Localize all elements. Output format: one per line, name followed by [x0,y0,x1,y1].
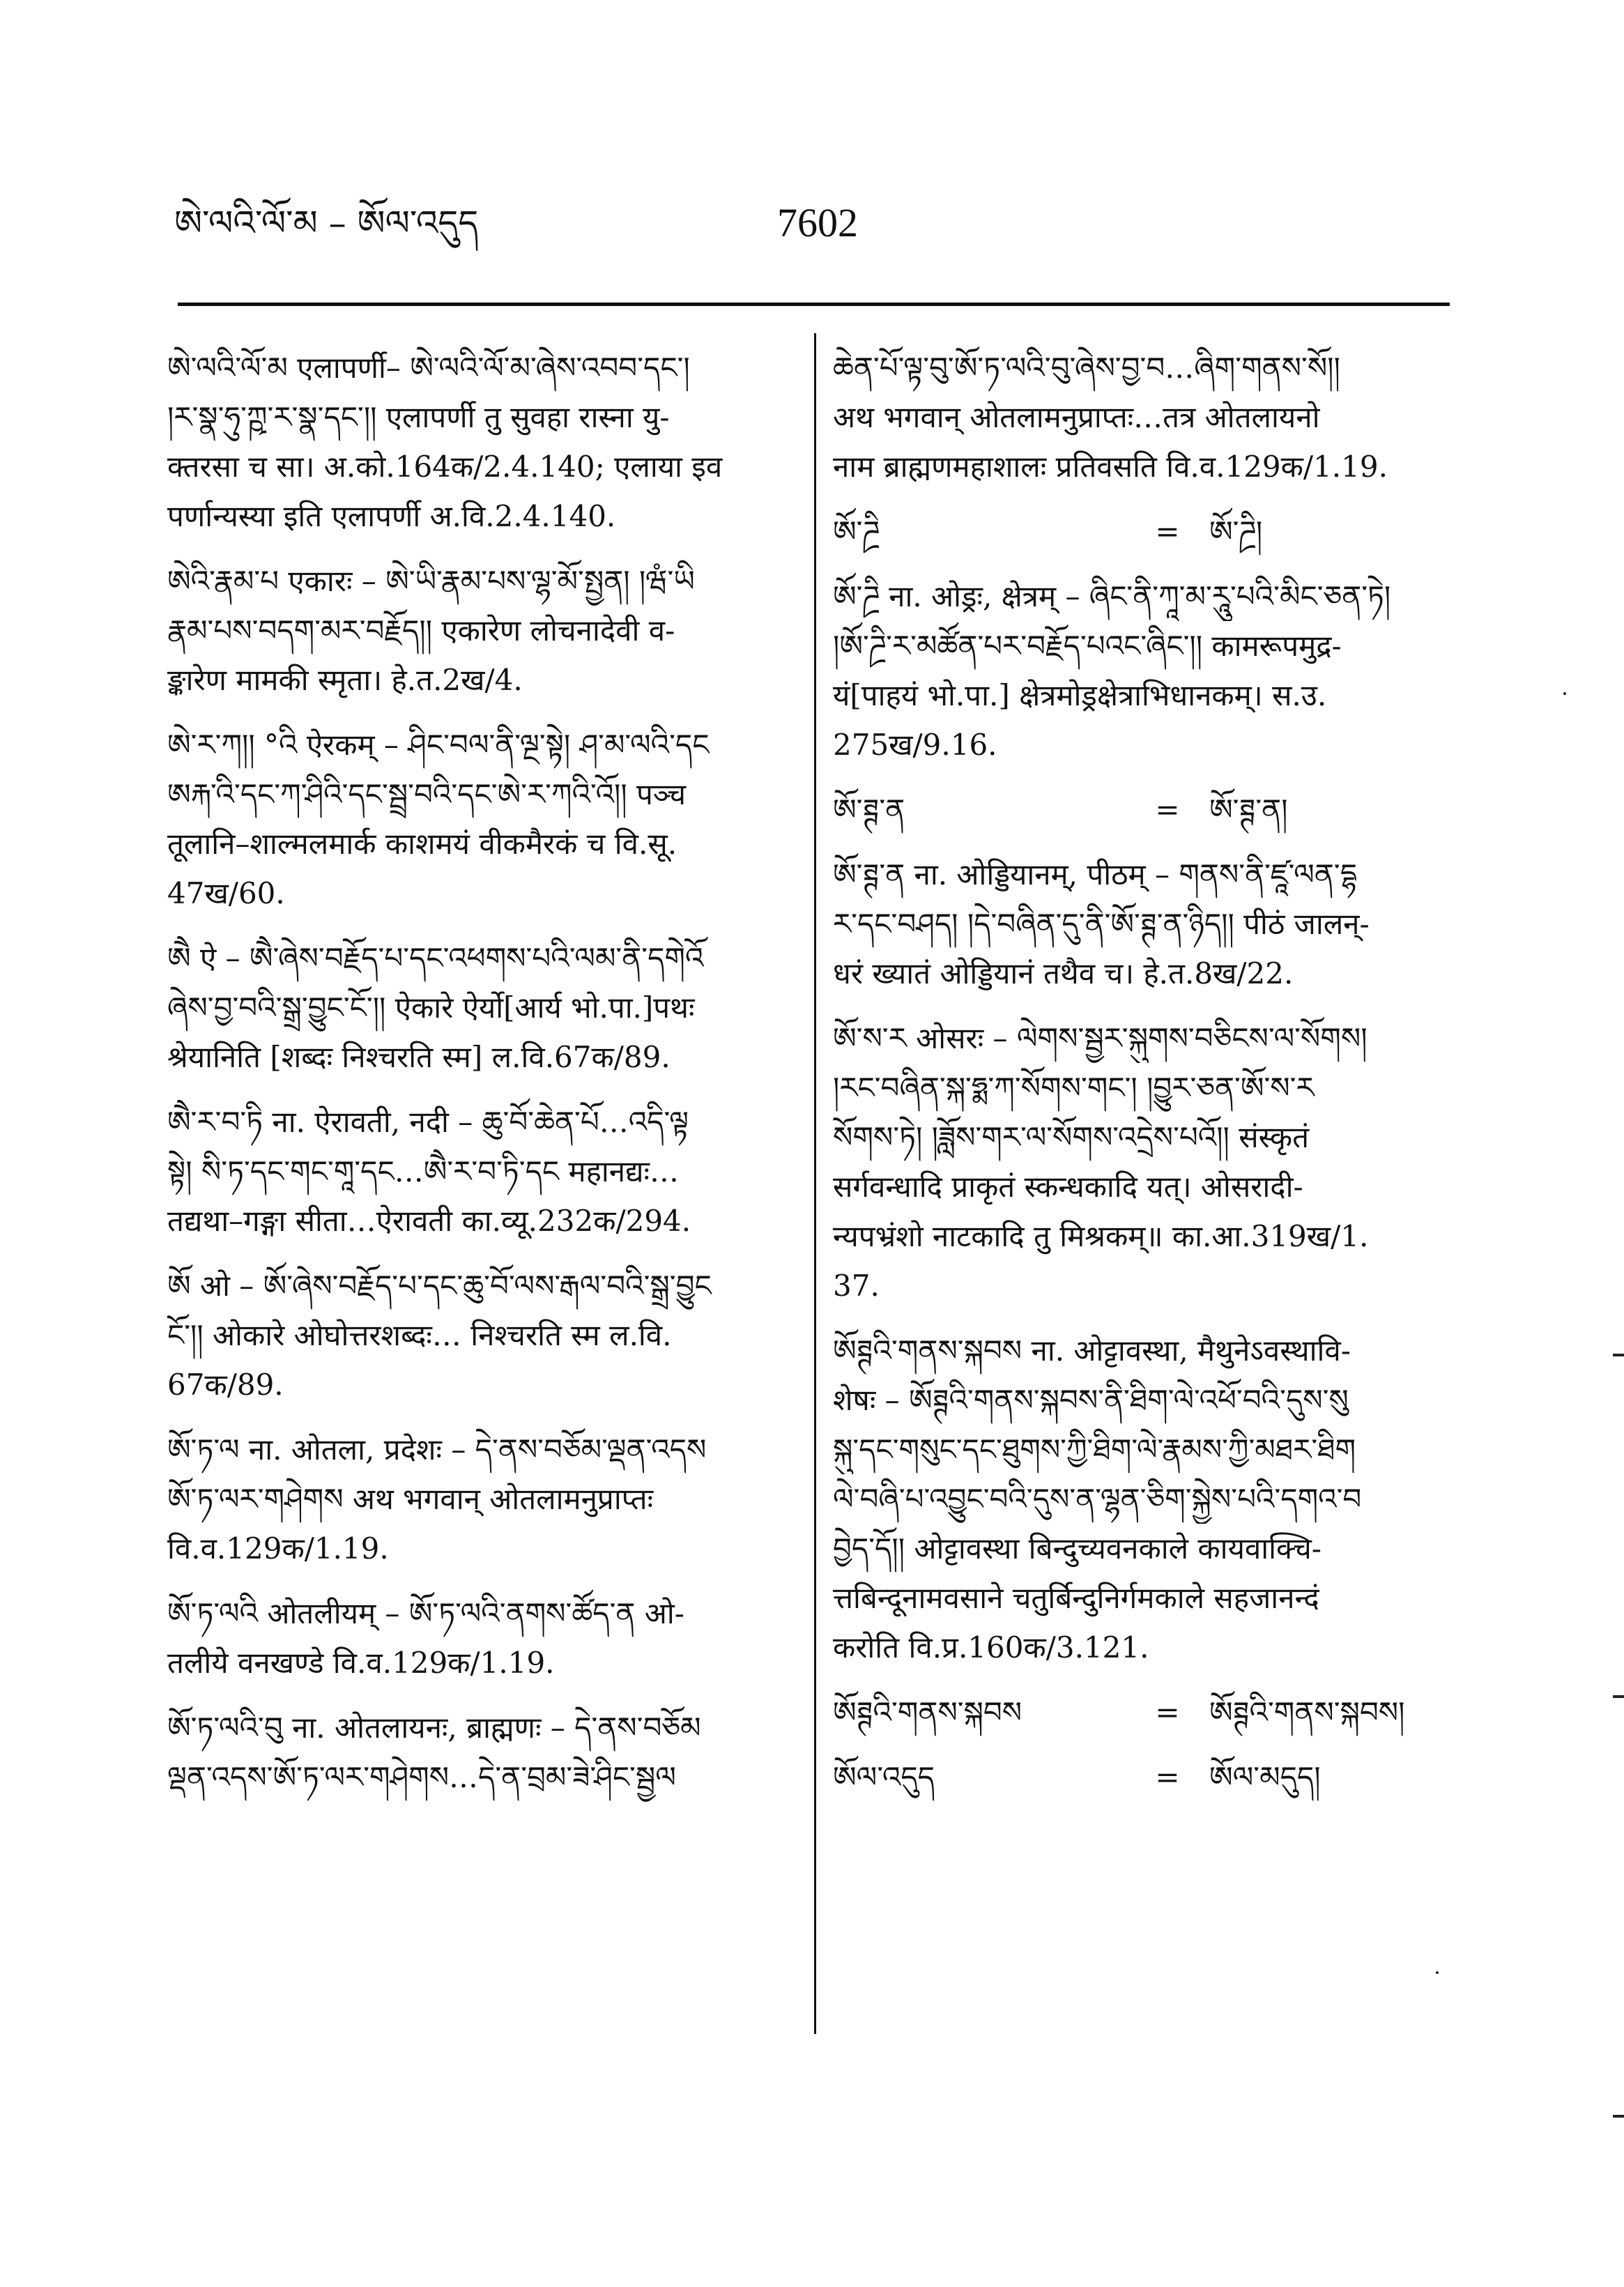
margin-tick [1613,1695,1624,1698]
dictionary-entry [833,572,1443,770]
entry-line: ཆེན་པོ་ལྟ་བུ་ཨོ་ཏ་ལའི་བུ་ཞེས་བྱ་བ…ཞིག་གནས་སོ།། [833,351,1340,385]
entry-line: श्रेयानिति [शब्दः निश्चरति स्म] ल.वि.67क/89. [167,1040,671,1074]
dictionary-entry [167,556,781,705]
cross-reference [833,1688,1443,1737]
column-divider [814,333,816,2034]
xref-term: ཨོཊྚའི་གནས་སྐབས [833,1695,1022,1729]
xref-term: ཨོལ་འདུད [833,1760,935,1794]
header-rule [178,303,1450,306]
running-head: ཨེ་ལའི་ལོ་མ – ཨོལ་འདུད [174,203,479,243]
cross-reference [833,785,1443,834]
xref-target: ཨོཊྚའི་གནས་སྐབས། [1209,1695,1405,1729]
entry-line: ཨེ་ལའི་ལོ་མ एलापर्णी– ཨེ་ལའི་ལོ་མ་ཞེས་འབབ་དང་། [167,351,690,385]
entry-line: རྣམ་པས་བདག་མར་བརྗོད།། एकारेण लोचनादेवी व- [167,613,675,648]
entry-line: ར་དང་བཤད། །དེ་བཞིན་དུ་ནི་ཨོ་ཊྚ་ན་ཉིད།། पीठं जालन्- [833,907,1370,941]
entry-line: तलीये वनखण्डे वि.व.129क/1.19. [167,1646,555,1680]
entry-line: སྐུ་དང་གསུང་དང་ཐུགས་ཀྱི་ཐིག་ལེ་རྣམས་ཀྱི་མཐར་ཐིག [833,1432,1356,1467]
dictionary-entry [833,1326,1443,1672]
entry-line: 47ख/60. [167,876,285,910]
entry-line: यं[पाहयं भो.पा.] क्षेत्रमोड्रक्षेत्राभिधानकम्। स.उ. [833,678,1327,712]
entry-line: ཨརྐ་འི་དང་ཀ་ཤིའི་དང་སྦྲ་བའི་དང་ཨེ་ར་ཀའི་འོ།། पञ्च [167,777,687,811]
entry-line: ཨོ་ས་ར ओसरः – ལེགས་སྦྱར་སྐུགས་བཅིངས་ལ་སོགས། [833,1021,1368,1055]
entry-line: ཨོ་ཏ་ལའི ओतलीयम् – ཨོ་ཏ་ལའི་ནགས་ཚོད་ན ओ- [167,1596,684,1630]
entry-line: ཨོ་ཏ་ལའི་བུ ना. ओतलायनः, ब्राह्मणः – དེ་ནས་བཅོམ [167,1711,701,1745]
xref-target: ཨོ་ཊྚ་ན། [1209,793,1288,827]
margin-tick [1613,1354,1624,1356]
entry-line: བྱེད་དོ།། ओट्टावस्था बिन्दुच्यवनकाले कायवाक्चि- [833,1531,1322,1566]
entry-line: །ཨོ་ཌྲི་ར་མཚོན་པར་བརྗོད་པའང་ཞིང་།། कामरूपमुद्र- [833,629,1342,663]
entry-line: ཨོ ओ – ཨོ་ཞེས་བརྗོད་པ་དང་ཆུ་བོ་ལས་རྒལ་བའི་སྒྲ་བྱུང [167,1269,712,1303]
entry-line: ཞེས་བྱ་བའི་སྒྲ་བྱུང་ངོ་།། ऐकारे ऐर्यो[आर्य भो.पा.]पथः [167,990,695,1025]
entry-line: धरं ख्यातं ओड्डियानं तथैव च। हे.त.8ख/22. [833,956,1294,990]
entry-line: ङ्कारेण मामकी स्मृता। हे.त.2ख/4. [167,663,523,697]
xref-equals: = [1155,514,1180,549]
entry-line: ལྡན་འདས་ཨོ་ཏ་ལར་གཤེགས…དེ་ན་བྲམ་ཟེ་ཤིང་སྦྱལ [167,1760,676,1794]
dictionary-entry [167,1703,781,1802]
entry-line: 275ख/9.16. [833,728,997,762]
entry-line: ཨོ་ཏ་ལར་གཤེགས अथ भगवान् ओतलामनुप्राप्तः [167,1482,654,1516]
entry-line: ལེ་བཞི་པ་འབྱུང་བའི་དུས་ན་ལྷན་ཅིག་སྐྱེས་པའི་དགའ་བ [833,1482,1362,1516]
entry-line: करोति वि.प्र.160क/3.121. [833,1630,1149,1665]
dictionary-entry [167,343,781,541]
entry-line: ཨོ་ཏ་ལ ना. ओतला, प्रदेशः – དེ་ནས་བཅོམ་ལྡན་འདས [167,1432,707,1467]
xref-target: ཨོལ་མདུད། [1209,1760,1321,1794]
entry-line: ཨོ་ཊྚ་ན ना. ओड्डियानम्, पीठम् – གནས་ནི་ཛཱ་ལན་དྷ [833,857,1357,892]
xref-equals: = [1155,793,1180,827]
dictionary-entry [167,720,781,918]
xref-term: ཨོ་ཌྲི [833,514,880,549]
dictionary-entry [167,1261,781,1409]
entry-line: पर्णान्यस्या इति एलापर्णी अ.वि.2.4.140. [167,499,616,533]
entry-line: त्तबिन्दूनामवसाने चतुर्बिन्दुनिर्गमकाले सहजानन्दं [833,1581,1319,1615]
dictionary-entry [167,933,781,1082]
entry-line: ཨཻ་ར་བ་ཏི ना. ऐरावती, नदी – ཆུ་བོ་ཆེན་པོ…འདི་ལྟ [167,1105,689,1139]
dictionary-entry [833,343,1443,491]
xref-equals: = [1155,1695,1180,1729]
entry-line: །རང་བཞིན་སྐ་ཧྨ་ཀ་སོགས་གང་། །བྱུར་ཅན་ཨོ་ས་ར [833,1071,1315,1105]
cross-reference [833,507,1443,556]
dictionary-entry [833,850,1443,998]
entry-line: 67क/89. [167,1368,284,1402]
entry-line: 37. [833,1269,880,1303]
entry-line: अथ भगवान् ओतलामनुप्राप्तः…तत्र ओतलायनो [833,400,1320,434]
dictionary-entry [833,1014,1443,1310]
entry-line: ཨོཊྚའི་གནས་སྐབས ना. ओट्टावस्था, मैथुनेऽवस्थावि- [833,1333,1351,1368]
entry-line: सर्गवन्धादि प्राकृतं स्कन्धकादि यत्। ओसरादी- [833,1170,1303,1204]
entry-line: །ར་སྣ་ཧུ་ཀྵ་ར་སྣ་དང་།། एलापर्णी तु सुवहा रास्ना यु- [167,400,670,434]
dictionary-entry [167,1097,781,1246]
entry-line: ངོ་།། ओकारे ओघोत्तरशब्दः… निश्चरति स्म ल.वि. [167,1318,672,1352]
entry-line: शेषः – ཨོཊྚའི་གནས་སྐབས་ནི་ཐིག་ལེ་འཕོ་བའི་དུས་སུ [833,1383,1349,1417]
entry-line: ཨེའི་རྣམ་པ एकारः – ཨེ་ཡི་རྣམ་པས་ལྷ་མོ་སྤྱན། །ཝཾ་ཡི [167,564,695,598]
xref-target: ཨོ་ཌྲི། [1209,514,1263,549]
page-number: 7602 [777,200,858,245]
dictionary-entry [167,1589,781,1688]
entry-line: नाम ब्राह्मणमहाशालः प्रतिवसति वि.व.129क/1.19. [833,450,1388,484]
cross-reference [833,1752,1443,1802]
margin-tick [1613,2115,1624,2118]
right-column [833,343,1443,1817]
entry-line: क्तरसा च सा। अ.को.164क/2.4.140; एलाया इव [167,450,723,484]
margin-dot [1563,692,1566,695]
xref-equals: = [1155,1760,1180,1794]
margin-dot [1436,1971,1439,1974]
dictionary-entry [167,1425,781,1573]
entry-line: तूलानि–शाल्मलमार्क काशमयं वीकमैरकं च वि.सू. [167,827,677,861]
entry-line: ཨེ་ར་ཀ།། °འི ऐरकम् – ཤིང་བལ་ནི་ལྔ་སྟེ། ཤ་མ་ལའི་དང [167,728,710,762]
entry-line: वि.व.129क/1.19. [167,1531,389,1566]
entry-line: སོགས་ཏེ། །ཟློས་གར་ལ་སོགས་འདྲེས་པའོ།། संस्कृतं [833,1120,1310,1154]
left-column [167,343,781,1817]
entry-line: སྟེ། སི་ཏ་དང་གང་གཱ་དང…ཨཻ་ར་བ་ཏི་དང महानद्यः… [167,1154,680,1188]
xref-term: ཨོ་ཊྚ་ན [833,793,905,827]
entry-line: तद्यथा–गङ्गा सीता…ऐरावती का.व्यू.232क/294. [167,1204,691,1238]
entry-line: न्यपभ्रंशो नाटकादि तु मिश्रकम्॥ का.आ.319ख/1. [833,1219,1369,1253]
entry-line: ཨཻ ऐ – ཨཻ་ཞེས་བརྗོད་པ་དང་འཕགས་པའི་ལམ་ནི་དགེའོ [167,941,704,975]
entry-line: ཨོ་ཌྲི ना. ओड्रः, क्षेत्रम् – ཞིང་ནི་ཀཱ་མ་རཱུ་པའི་མིང་ཅན་ཏེ། [833,579,1391,613]
